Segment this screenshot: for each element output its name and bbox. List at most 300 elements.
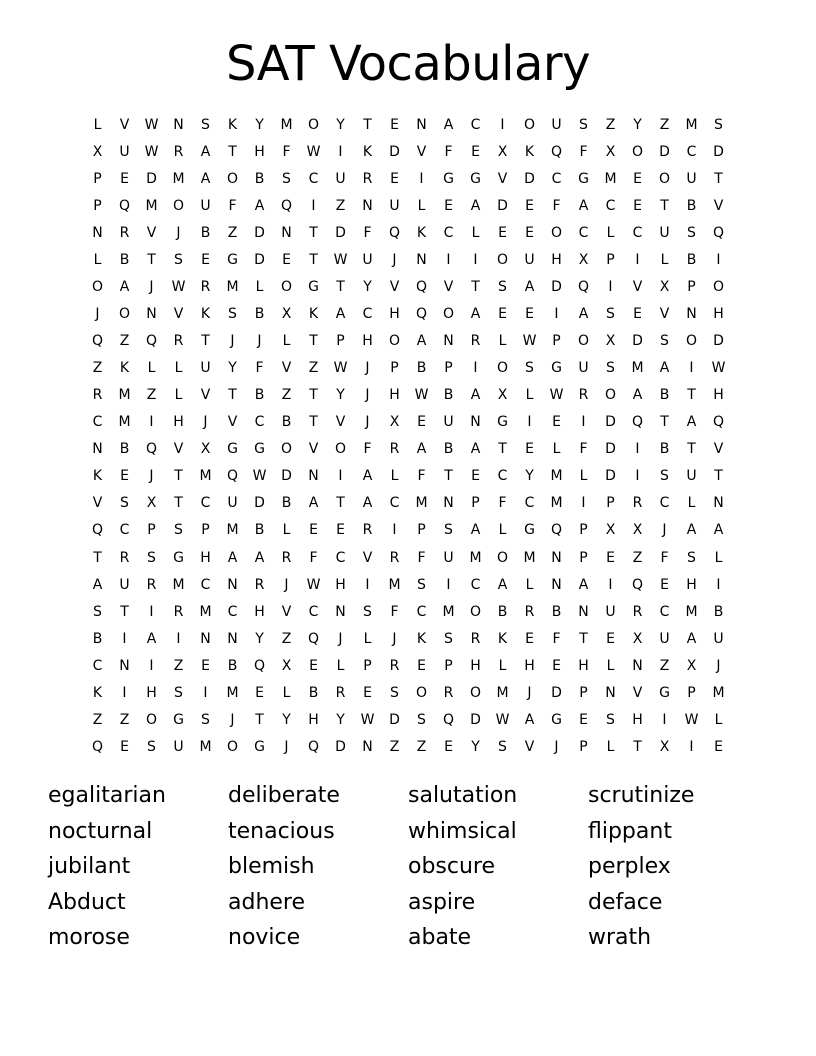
grid-letter: C	[254, 414, 265, 431]
grid-letter: X	[146, 495, 157, 512]
grid-letter: D	[632, 333, 643, 350]
grid-letter: S	[174, 684, 183, 701]
grid-letter: V	[173, 441, 184, 458]
grid-letter: O	[172, 198, 185, 215]
grid-letter: Z	[119, 711, 130, 728]
grid-letter: S	[687, 549, 696, 566]
grid-letter: G	[497, 414, 508, 431]
grid-letter: M	[685, 603, 698, 620]
grid-letter: Q	[415, 306, 428, 323]
grid-letter: U	[335, 171, 346, 188]
grid-letter: W	[252, 468, 267, 485]
grid-letter: D	[713, 333, 724, 350]
grid-letter: T	[660, 198, 669, 215]
grid-letter: I	[338, 144, 343, 161]
grid-letter: O	[226, 171, 239, 188]
grid-letter: I	[716, 252, 721, 269]
grid-letter: A	[254, 198, 265, 215]
grid-letter: J	[284, 738, 289, 755]
grid-letter: I	[446, 252, 451, 269]
grid-letter: W	[711, 360, 726, 377]
grid-letter: F	[228, 198, 237, 215]
grid-letter: N	[335, 603, 346, 620]
grid-letter: K	[524, 144, 535, 161]
grid-letter: U	[578, 360, 589, 377]
grid-letter: N	[362, 738, 373, 755]
grid-letter: K	[92, 684, 103, 701]
grid-letter: E	[255, 684, 264, 701]
grid-letter: U	[605, 603, 616, 620]
grid-letter: V	[227, 414, 238, 431]
grid-letter: P	[687, 279, 696, 296]
grid-letter: O	[496, 360, 509, 377]
grid-letter: O	[604, 387, 617, 404]
grid-letter: D	[389, 144, 400, 161]
grid-letter: F	[579, 441, 588, 458]
grid-letter: L	[552, 441, 561, 458]
grid-letter: G	[659, 684, 670, 701]
grid-letter: D	[254, 252, 265, 269]
grid-letter: I	[365, 576, 370, 593]
grid-letter: D	[551, 279, 562, 296]
grid-letter: E	[471, 468, 480, 485]
grid-letter: B	[227, 657, 238, 674]
grid-letter: S	[606, 360, 615, 377]
grid-letter: I	[608, 576, 613, 593]
grid-letter: F	[552, 198, 561, 215]
grid-letter: G	[443, 171, 454, 188]
grid-letter: Z	[659, 117, 670, 134]
grid-letter: C	[335, 549, 346, 566]
grid-letter: Y	[525, 468, 534, 485]
grid-letter: W	[333, 252, 348, 269]
grid-letter: E	[660, 576, 669, 593]
grid-letter: X	[200, 441, 211, 458]
grid-letter: V	[632, 279, 643, 296]
grid-letter: A	[254, 549, 265, 566]
grid-letter: T	[687, 441, 696, 458]
word-list-item: whimsical	[408, 818, 517, 844]
grid-letter: X	[605, 144, 616, 161]
grid-letter: F	[417, 468, 426, 485]
grid-letter: L	[174, 360, 183, 377]
grid-letter: T	[120, 603, 129, 620]
grid-letter: A	[470, 306, 481, 323]
grid-letter: L	[498, 657, 507, 674]
word-list-item: morose	[48, 925, 130, 950]
grid-letter: X	[389, 414, 400, 431]
grid-letter: U	[686, 468, 697, 485]
grid-row	[84, 355, 732, 382]
grid-letter: T	[201, 333, 210, 350]
grid-letter: W	[144, 117, 159, 134]
grid-letter: H	[200, 549, 211, 566]
grid-letter: O	[280, 279, 293, 296]
grid-letter: G	[173, 711, 184, 728]
grid-letter: Q	[415, 279, 428, 296]
grid-letter: V	[713, 198, 724, 215]
grid-letter: P	[579, 738, 588, 755]
grid-letter: O	[415, 684, 428, 701]
grid-letter: M	[631, 360, 644, 377]
grid-letter: I	[122, 684, 127, 701]
grid-letter: W	[549, 387, 564, 404]
grid-letter: X	[659, 279, 670, 296]
grid-letter: K	[200, 306, 211, 323]
grid-letter: S	[282, 171, 291, 188]
grid-letter: J	[716, 657, 721, 674]
grid-letter: A	[227, 549, 238, 566]
grid-letter: E	[633, 198, 642, 215]
grid-row	[84, 274, 732, 301]
grid-letter: E	[309, 657, 318, 674]
grid-row	[84, 409, 732, 436]
grid-letter: M	[496, 684, 509, 701]
grid-letter: F	[309, 549, 318, 566]
grid-letter: O	[658, 171, 671, 188]
grid-letter: Q	[631, 414, 644, 431]
grid-letter: A	[632, 387, 643, 404]
grid-row	[84, 653, 732, 680]
grid-letter: I	[203, 684, 208, 701]
word-list-item: Abduct	[48, 889, 126, 915]
grid-letter: S	[93, 603, 102, 620]
grid-row	[84, 436, 732, 463]
grid-letter: G	[578, 171, 589, 188]
grid-letter: Y	[255, 117, 264, 134]
grid-letter: S	[579, 117, 588, 134]
word-list-item: tenacious	[228, 818, 335, 844]
grid-letter: E	[579, 711, 588, 728]
grid-letter: I	[149, 657, 154, 674]
grid-letter: P	[471, 495, 480, 512]
grid-letter: J	[365, 360, 370, 377]
grid-letter: M	[712, 684, 725, 701]
grid-letter: M	[226, 684, 239, 701]
grid-letter: P	[93, 198, 102, 215]
grid-letter: B	[659, 387, 670, 404]
grid-letter: K	[227, 117, 238, 134]
grid-letter: P	[687, 684, 696, 701]
grid-letter: E	[120, 468, 129, 485]
grid-letter: E	[390, 171, 399, 188]
grid-letter: L	[147, 360, 156, 377]
grid-letter: P	[417, 522, 426, 539]
grid-letter: C	[605, 198, 616, 215]
grid-letter: M	[442, 603, 455, 620]
grid-letter: K	[92, 468, 103, 485]
grid-letter: I	[581, 495, 586, 512]
grid-letter: L	[174, 387, 183, 404]
grid-letter: V	[173, 306, 184, 323]
grid-letter: O	[712, 279, 725, 296]
grid-letter: F	[255, 360, 264, 377]
grid-letter: A	[470, 441, 481, 458]
grid-letter: V	[335, 414, 346, 431]
grid-letter: H	[173, 414, 184, 431]
grid-letter: T	[309, 252, 318, 269]
grid-letter: N	[713, 495, 724, 512]
grid-letter: Z	[605, 117, 616, 134]
grid-letter: O	[118, 306, 131, 323]
grid-letter: T	[444, 468, 453, 485]
grid-letter: A	[497, 576, 508, 593]
grid-letter: O	[577, 333, 590, 350]
grid-letter: S	[525, 360, 534, 377]
grid-letter: I	[473, 252, 478, 269]
grid-row	[84, 193, 732, 220]
grid-letter: O	[469, 603, 482, 620]
grid-letter: T	[687, 387, 696, 404]
grid-letter: X	[578, 252, 589, 269]
grid-letter: S	[174, 522, 183, 539]
grid-letter: N	[92, 225, 103, 242]
grid-letter: D	[605, 468, 616, 485]
grid-letter: U	[389, 198, 400, 215]
grid-letter: J	[365, 414, 370, 431]
grid-letter: S	[714, 117, 723, 134]
grid-letter: H	[632, 711, 643, 728]
grid-letter: M	[388, 576, 401, 593]
grid-letter: N	[173, 117, 184, 134]
grid-letter: G	[254, 441, 265, 458]
grid-letter: E	[525, 225, 534, 242]
grid-letter: Q	[307, 738, 320, 755]
grid-letter: W	[306, 144, 321, 161]
grid-letter: F	[282, 144, 291, 161]
grid-letter: H	[308, 711, 319, 728]
grid-letter: U	[200, 360, 211, 377]
word-list-item: jubilant	[48, 854, 131, 879]
grid-letter: T	[336, 279, 345, 296]
grid-letter: W	[306, 576, 321, 593]
grid-letter: C	[119, 522, 130, 539]
grid-letter: K	[308, 306, 319, 323]
grid-letter: N	[443, 495, 454, 512]
grid-row	[84, 490, 732, 517]
grid-letter: C	[308, 171, 319, 188]
grid-letter: V	[416, 144, 427, 161]
grid-letter: L	[363, 630, 372, 647]
grid-letter: O	[550, 225, 563, 242]
grid-letter: G	[227, 252, 238, 269]
grid-letter: C	[227, 603, 238, 620]
grid-letter: E	[552, 657, 561, 674]
grid-row	[84, 707, 732, 734]
grid-letter: P	[444, 657, 453, 674]
grid-letter: L	[282, 333, 291, 350]
grid-letter: C	[92, 414, 103, 431]
grid-letter: Z	[92, 711, 103, 728]
grid-letter: S	[363, 603, 372, 620]
word-list-item: flippant	[588, 818, 672, 844]
grid-letter: V	[713, 441, 724, 458]
word-list-item: blemish	[228, 854, 315, 879]
grid-letter: L	[498, 333, 507, 350]
grid-letter: H	[578, 657, 589, 674]
grid-letter: D	[524, 171, 535, 188]
grid-letter: A	[362, 468, 373, 485]
grid-letter: E	[525, 441, 534, 458]
grid-letter: F	[552, 630, 561, 647]
grid-letter: T	[228, 144, 237, 161]
grid-letter: M	[550, 495, 563, 512]
grid-letter: G	[524, 522, 535, 539]
grid-letter: E	[471, 144, 480, 161]
grid-letter: Q	[712, 225, 725, 242]
grid-letter: E	[336, 522, 345, 539]
grid-letter: P	[336, 333, 345, 350]
grid-letter: P	[201, 522, 210, 539]
grid-letter: X	[497, 387, 508, 404]
grid-letter: A	[659, 360, 670, 377]
grid-letter: D	[146, 171, 157, 188]
grid-letter: V	[443, 279, 454, 296]
grid-letter: J	[230, 711, 235, 728]
grid-letter: E	[444, 198, 453, 215]
grid-letter: V	[362, 549, 373, 566]
grid-letter: L	[390, 468, 399, 485]
grid-letter: U	[443, 549, 454, 566]
grid-letter: U	[443, 414, 454, 431]
grid-letter: B	[659, 441, 670, 458]
grid-letter: L	[579, 468, 588, 485]
grid-letter: N	[416, 117, 427, 134]
grid-letter: W	[360, 711, 375, 728]
grid-letter: I	[554, 306, 559, 323]
grid-letter: I	[392, 522, 397, 539]
grid-letter: E	[417, 414, 426, 431]
grid-letter: E	[525, 306, 534, 323]
grid-letter: V	[146, 225, 157, 242]
word-list-item: deliberate	[228, 783, 340, 808]
grid-letter: I	[635, 468, 640, 485]
grid-letter: L	[498, 522, 507, 539]
grid-letter: S	[417, 576, 426, 593]
grid-letter: Q	[712, 414, 725, 431]
grid-letter: I	[446, 576, 451, 593]
grid-letter: V	[308, 441, 319, 458]
grid-letter: Z	[416, 738, 427, 755]
grid-letter: U	[659, 630, 670, 647]
grid-letter: Y	[336, 711, 345, 728]
grid-letter: F	[390, 603, 399, 620]
grid-letter: T	[498, 441, 507, 458]
grid-letter: I	[176, 630, 181, 647]
grid-letter: N	[416, 252, 427, 269]
grid-letter: B	[200, 225, 211, 242]
grid-letter: A	[470, 198, 481, 215]
grid-letter: D	[497, 198, 508, 215]
grid-letter: S	[147, 549, 156, 566]
grid-letter: C	[551, 171, 562, 188]
grid-letter: I	[689, 360, 694, 377]
grid-letter: L	[714, 711, 723, 728]
grid-letter: F	[498, 495, 507, 512]
grid-letter: Y	[471, 738, 480, 755]
grid-letter: S	[120, 495, 129, 512]
grid-letter: D	[254, 225, 265, 242]
grid-letter: Y	[336, 387, 345, 404]
grid-letter: T	[228, 387, 237, 404]
grid-letter: Q	[118, 198, 131, 215]
grid-letter: S	[687, 225, 696, 242]
grid-letter: H	[470, 657, 481, 674]
word-list-item: perplex	[588, 854, 671, 879]
grid-letter: A	[578, 306, 589, 323]
grid-letter: C	[632, 225, 643, 242]
grid-letter: N	[551, 576, 562, 593]
grid-row	[84, 463, 732, 490]
grid-letter: A	[308, 495, 319, 512]
grid-letter: R	[119, 549, 130, 566]
grid-letter: Z	[281, 630, 292, 647]
grid-letter: A	[362, 495, 373, 512]
grid-letter: S	[606, 711, 615, 728]
grid-letter: H	[551, 252, 562, 269]
grid-letter: A	[470, 522, 481, 539]
grid-letter: Y	[255, 630, 264, 647]
grid-letter: T	[579, 630, 588, 647]
grid-letter: X	[281, 657, 292, 674]
grid-letter: D	[659, 144, 670, 161]
grid-letter: E	[552, 414, 561, 431]
grid-letter: J	[392, 252, 397, 269]
grid-letter: V	[497, 171, 508, 188]
grid-letter: M	[604, 171, 617, 188]
grid-letter: R	[443, 684, 454, 701]
grid-letter: P	[147, 522, 156, 539]
grid-letter: F	[363, 441, 372, 458]
grid-letter: F	[363, 225, 372, 242]
grid-letter: S	[228, 306, 237, 323]
grid-letter: C	[470, 117, 481, 134]
grid-letter: W	[522, 333, 537, 350]
grid-letter: M	[523, 549, 536, 566]
word-list-item: abate	[408, 925, 472, 950]
grid-letter: U	[200, 198, 211, 215]
grid-row	[84, 626, 732, 653]
grid-letter: Y	[363, 279, 372, 296]
grid-letter: N	[443, 333, 454, 350]
grid-letter: G	[551, 711, 562, 728]
grid-letter: R	[470, 333, 481, 350]
grid-letter: X	[632, 630, 643, 647]
grid-letter: V	[200, 387, 211, 404]
grid-letter: E	[498, 306, 507, 323]
grid-letter: H	[713, 306, 724, 323]
grid-letter: I	[500, 117, 505, 134]
grid-letter: C	[200, 576, 211, 593]
grid-letter: N	[200, 630, 211, 647]
grid-letter: S	[660, 468, 669, 485]
word-list-item: obscure	[408, 854, 496, 879]
word-list-item: aspire	[408, 889, 476, 915]
grid-letter: S	[147, 738, 156, 755]
grid-letter: J	[554, 738, 559, 755]
grid-letter: B	[92, 630, 103, 647]
grid-letter: Q	[388, 225, 401, 242]
grid-letter: A	[443, 117, 454, 134]
grid-letter: H	[254, 144, 265, 161]
grid-letter: X	[605, 333, 616, 350]
grid-letter: M	[172, 171, 185, 188]
grid-letter: T	[255, 711, 264, 728]
grid-row	[84, 382, 732, 409]
grid-letter: B	[551, 603, 562, 620]
grid-letter: E	[444, 738, 453, 755]
grid-letter: V	[524, 738, 535, 755]
